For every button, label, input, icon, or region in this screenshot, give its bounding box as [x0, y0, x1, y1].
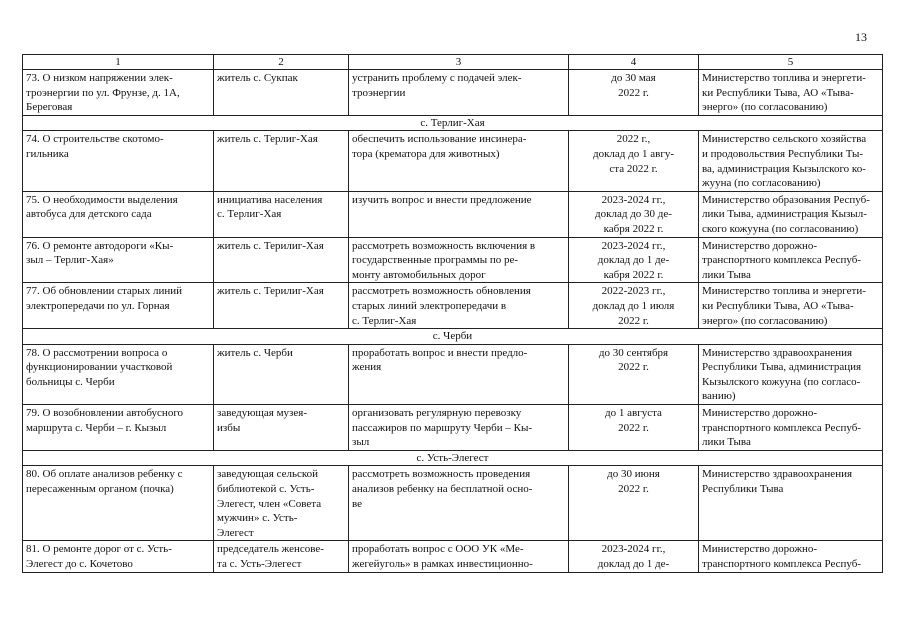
cell-line: ского кожууна (по согласованию)	[702, 222, 859, 235]
section-title: с. Терлиг-Хая	[23, 115, 883, 131]
issue-cell	[23, 237, 214, 283]
applicant-cell	[214, 344, 349, 404]
action-cell	[349, 237, 569, 283]
cell-line: с. Терлиг-Хая	[217, 208, 282, 221]
cell-line: житель с. Терилиг-Хая	[217, 239, 324, 252]
cell-line: ванию)	[702, 390, 736, 403]
cell-line: заведующая музея-	[217, 407, 307, 420]
cell-line: житель с. Терлиг-Хая	[217, 133, 318, 146]
cell-line: 75. О необходимости выделения	[26, 193, 178, 206]
cell-line: инициатива населения	[217, 193, 323, 206]
cell-line: заведующая сельской	[217, 468, 319, 481]
cell-line: ки Республики Тыва, АО «Тыва-	[702, 299, 854, 312]
cell-line: 2022 г.	[618, 314, 649, 327]
cell-line: 2022 г.	[618, 421, 649, 434]
cell-line: проработать вопрос с ООО УК «Ме-	[352, 543, 524, 556]
section-title: с. Усть-Элегест	[23, 450, 883, 466]
cell-line: до 30 июня	[607, 468, 660, 481]
cell-line: доклад до 30 де-	[595, 208, 672, 221]
cell-line: Министерство топлива и энергети-	[702, 285, 866, 298]
cell-line: Элегест до с. Кочетово	[26, 558, 133, 570]
cell-line: 74. О строительстве скотомо-	[26, 133, 164, 146]
cell-line: рассмотреть возможность обновления	[352, 285, 531, 298]
cell-line: Министерство здравоохранения	[702, 346, 853, 359]
responsible-cell	[699, 131, 883, 191]
cell-line: тора (крематора для животных)	[352, 147, 500, 160]
cell-line: транспортного комплекса Респуб-	[702, 421, 862, 434]
cell-line: доклад до 1 авгу-	[592, 147, 674, 160]
applicant-cell	[214, 70, 349, 116]
cell-line: 2022 г.	[618, 483, 649, 496]
cell-line: ве	[352, 497, 363, 510]
cell-line: 2023-2024 гг.,	[601, 193, 666, 206]
cell-line: Министерство дорожно-	[702, 407, 818, 420]
cell-line: кабря 2022 г.	[603, 222, 664, 235]
cell-line: 81. О ремонте дорог от с. Усть-	[26, 543, 172, 556]
issue-cell	[23, 191, 214, 237]
cell-line: житель с. Сукпак	[217, 72, 298, 84]
cell-line: рассмотреть возможность проведения	[352, 468, 531, 481]
document-table	[22, 54, 883, 573]
deadline-cell	[569, 237, 699, 283]
applicant-cell	[214, 541, 349, 572]
cell-line: 79. О возобновлении автобусного	[26, 407, 184, 420]
table-row	[23, 191, 883, 237]
cell-line: 76. О ремонте автодороги «Кы-	[26, 239, 174, 252]
table-row	[23, 283, 883, 329]
table-row	[23, 70, 883, 116]
deadline-cell	[569, 70, 699, 116]
deadline-cell	[569, 283, 699, 329]
column-number-4: 4	[569, 55, 699, 70]
cell-line: организовать регулярную перевозку	[352, 407, 522, 420]
cell-line: Элегест	[217, 526, 254, 539]
deadline-cell	[569, 541, 699, 572]
cell-line: пересаженным органом (почка)	[26, 483, 174, 496]
cell-line: анализов ребенку на бесплатной осно-	[352, 483, 533, 496]
table-row	[23, 466, 883, 541]
page-number: 13	[855, 30, 867, 44]
cell-line: троэнергии	[352, 86, 406, 99]
cell-line: 73. О низком напряжении элек-	[26, 72, 173, 84]
issue-cell	[23, 70, 214, 116]
responsible-cell	[699, 344, 883, 404]
column-number-1: 1	[23, 55, 214, 70]
cell-line: пассажиров по маршруту Черби – Кы-	[352, 421, 533, 434]
cell-line: доклад до 1 июля	[592, 299, 675, 312]
cell-line: маршрута с. Черби – г. Кызыл	[26, 421, 167, 434]
responsible-cell	[699, 283, 883, 329]
cell-line: 2023-2024 гг.,	[601, 239, 666, 252]
deadline-cell	[569, 405, 699, 451]
column-number-3: 3	[349, 55, 569, 70]
cell-line: зыл – Терлиг-Хая»	[26, 254, 114, 267]
cell-line: мужчин» с. Усть-	[217, 512, 298, 525]
applicant-cell	[214, 237, 349, 283]
table-row	[23, 344, 883, 404]
cell-line: лики Тыва	[702, 268, 751, 281]
cell-line: 77. Об обновлении старых линий	[26, 285, 182, 298]
action-cell	[349, 466, 569, 541]
applicant-cell	[214, 283, 349, 329]
section-title: с. Черби	[23, 329, 883, 345]
cell-line: зыл	[352, 436, 370, 449]
action-cell	[349, 283, 569, 329]
cell-line: функционировании участковой	[26, 361, 173, 374]
cell-line: гильника	[26, 147, 69, 160]
cell-line: 2022 г.	[618, 361, 649, 374]
cell-line: транспортного комплекса Респуб-	[702, 254, 862, 267]
cell-line: транспортного комплекса Респуб-	[702, 558, 862, 570]
action-cell	[349, 541, 569, 572]
responsible-cell	[699, 191, 883, 237]
cell-line: энерго» (по согласованию)	[702, 101, 828, 114]
cell-line: автобуса для детского сада	[26, 208, 152, 221]
cell-line: Элегест, член «Совета	[217, 497, 322, 510]
action-cell	[349, 191, 569, 237]
cell-line: энерго» (по согласованию)	[702, 314, 828, 327]
cell-line: лики Тыва	[702, 436, 751, 449]
cell-line: Республики Тыва	[702, 483, 784, 496]
cell-line: и продовольствия Республики Ты-	[702, 147, 864, 160]
cell-line: житель с. Терилиг-Хая	[217, 285, 324, 298]
cell-line: 2022-2023 гг.,	[601, 285, 666, 298]
table-row	[23, 405, 883, 451]
cell-line: жегейуголь» в рамках инвестиционно-	[352, 558, 533, 570]
cell-line: доклад до 1 де-	[597, 254, 670, 267]
action-cell	[349, 70, 569, 116]
cell-line: жууна (по согласованию)	[702, 177, 821, 190]
cell-line: житель с. Черби	[217, 346, 293, 359]
cell-line: до 1 августа	[605, 407, 662, 420]
cell-line: 80. Об оплате анализов ребенку с	[26, 468, 183, 481]
issue-cell	[23, 344, 214, 404]
responsible-cell	[699, 541, 883, 572]
cell-line: Кызылского кожууна (по согласо-	[702, 375, 861, 388]
responsible-cell	[699, 70, 883, 116]
deadline-cell	[569, 344, 699, 404]
cell-line: 78. О рассмотрении вопроса о	[26, 346, 168, 359]
cell-line: Республики Тыва, администрация	[702, 361, 862, 374]
cell-line: Министерство образования Респуб-	[702, 193, 870, 206]
action-cell	[349, 131, 569, 191]
responsible-cell	[699, 237, 883, 283]
cell-line: с. Терлиг-Хая	[352, 314, 417, 327]
cell-line: та с. Усть-Элегест	[217, 558, 302, 570]
table-row	[23, 131, 883, 191]
cell-line: изучить вопрос и внести предложение	[352, 193, 532, 206]
cell-line: электропередачи по ул. Горная	[26, 299, 170, 312]
cell-line: библиотекой с. Усть-	[217, 483, 315, 496]
cell-line: устранить проблему с подачей элек-	[352, 72, 522, 84]
cell-line: ва, администрация Кызылского ко-	[702, 162, 866, 175]
issue-cell	[23, 283, 214, 329]
column-number-5: 5	[699, 55, 883, 70]
deadline-cell	[569, 191, 699, 237]
cell-line: ки Республики Тыва, АО «Тыва-	[702, 86, 854, 99]
issue-cell	[23, 131, 214, 191]
deadline-cell	[569, 466, 699, 541]
cell-line: кабря 2022 г.	[603, 268, 664, 281]
cell-line: рассмотреть возможность включения в	[352, 239, 536, 252]
cell-line: председатель женсове-	[217, 543, 324, 556]
cell-line: старых линий электропередачи в	[352, 299, 507, 312]
cell-line: до 30 мая	[611, 72, 656, 84]
cell-line: монту автомобильных дорог	[352, 268, 486, 281]
cell-line: жения	[352, 361, 382, 374]
cell-line: Береговая	[26, 101, 73, 114]
responsible-cell	[699, 405, 883, 451]
applicant-cell	[214, 466, 349, 541]
table-body	[23, 55, 883, 573]
cell-line: Министерство дорожно-	[702, 543, 818, 556]
issue-cell	[23, 466, 214, 541]
issue-cell	[23, 541, 214, 572]
cell-line: ста 2022 г.	[609, 162, 658, 175]
issue-cell	[23, 405, 214, 451]
cell-line: обеспечить использование инсинера-	[352, 133, 527, 146]
action-cell	[349, 344, 569, 404]
cell-line: лики Тыва, администрация Кызыл-	[702, 208, 867, 221]
cell-line: государственные программы по ре-	[352, 254, 519, 267]
cell-line: до 30 сентября	[598, 346, 669, 359]
column-number-2: 2	[214, 55, 349, 70]
applicant-cell	[214, 191, 349, 237]
cell-line: Министерство здравоохранения	[702, 468, 853, 481]
cell-line: Министерство дорожно-	[702, 239, 818, 252]
section-header-row	[23, 450, 883, 466]
cell-line: доклад до 1 де-	[597, 558, 670, 570]
deadline-cell	[569, 131, 699, 191]
action-cell	[349, 405, 569, 451]
cell-line: больницы с. Черби	[26, 375, 115, 388]
table-row	[23, 541, 883, 572]
responsible-cell	[699, 466, 883, 541]
table-row	[23, 237, 883, 283]
cell-line: 2023-2024 гг.,	[601, 543, 666, 556]
cell-line: Министерство топлива и энергети-	[702, 72, 866, 84]
cell-line: троэнергии по ул. Фрунзе, д. 1А,	[26, 86, 180, 99]
cell-line: избы	[217, 421, 241, 434]
cell-line: Министерство сельского хозяйства	[702, 133, 867, 146]
cell-line: 2022 г.	[618, 86, 649, 99]
section-header-row	[23, 115, 883, 131]
section-header-row	[23, 329, 883, 345]
applicant-cell	[214, 131, 349, 191]
cell-line: проработать вопрос и внести предло-	[352, 346, 528, 359]
cell-line: 2022 г.,	[616, 133, 651, 146]
applicant-cell	[214, 405, 349, 451]
column-number-row	[23, 55, 883, 70]
